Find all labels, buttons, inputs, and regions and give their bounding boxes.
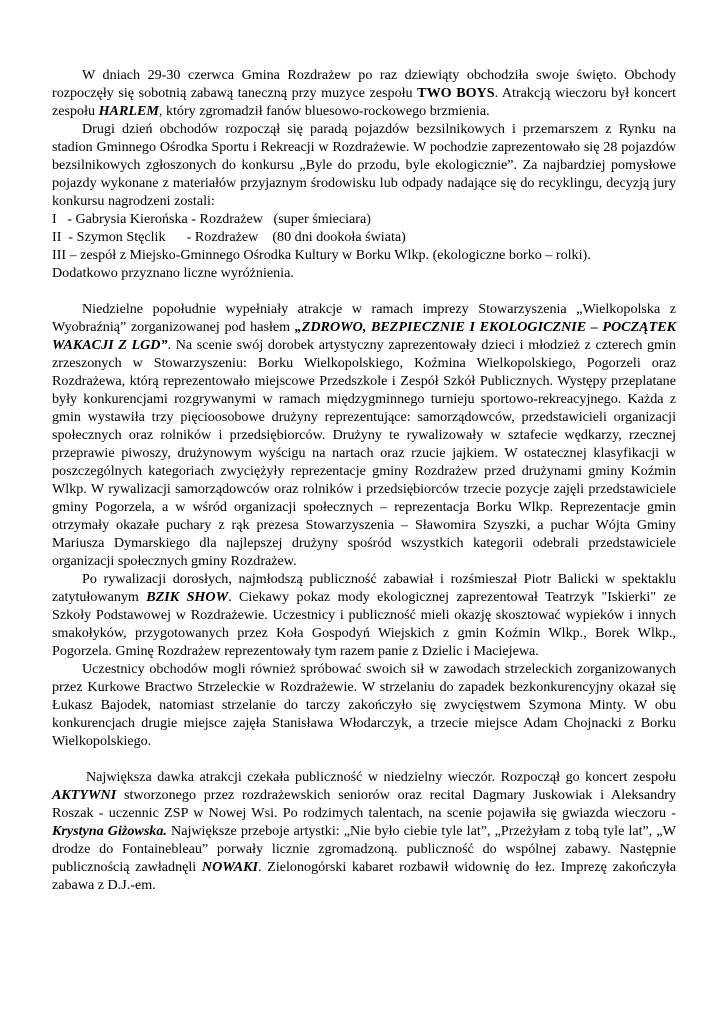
band-name-harlem: HARLEM bbox=[98, 103, 159, 119]
paragraph-shooting: Uczestnicy obchodów mogli również spróbować swoich sił w zawodach strzeleckich zorganizowanych przez Kurkowe Bractwo Strzeleckie w Rozdrażewie. W strzelaniu do zapadek bezkonkurencyjny okazał się Łukasz Bajodek, natomiast strzelanie do tarczy zakończyło się zwycięstwem Szymona Minty. W obu konkurencjach drugie miejsce zajęła Stanisława Włodarczyk, a trzecie miejsce Adam Chojnacki z Borku Wielkopolskiego. bbox=[52, 661, 676, 749]
paragraph-opening bbox=[52, 66, 676, 120]
text: stworzonego przez rozdrażewskich seniorów oraz recital Dagmary Juskowiak i Aleksandry Roszak - uczennic ZSP w Nowej Wsi. Po rodzimych talentach, na scenie pojawiła się gwiazda wieczoru - bbox=[52, 787, 676, 821]
text: Niedzielne popołudnie wypełniały atrakcje w ramach imprezy Stowarzyszenia „Wielkopolska z Wyobraźnią” zorganizowanej pod hasłem bbox=[52, 301, 676, 335]
text: . Atrakcją wieczoru był koncert zespołu bbox=[52, 85, 676, 119]
winner-line-2: II - Szymon Stęclik - Rozdrażew (80 dni dookoła świata) bbox=[52, 229, 406, 245]
paragraph-evening bbox=[52, 768, 676, 894]
paragraph-gap bbox=[52, 750, 676, 768]
show-title: BZIK SHOW bbox=[146, 589, 229, 605]
artist-name: Krystyna Giżowska. bbox=[52, 823, 167, 839]
awards-note: Dodatkowo przyznano liczne wyróżnienia. bbox=[52, 265, 294, 281]
winner-line-3: III – zespół z Miejsko-Gminnego Ośrodka Kultury w Borku Wlkp. (ekologiczne borko – rolki). bbox=[52, 247, 591, 263]
paragraph-children-show bbox=[52, 570, 676, 660]
cabaret-name: NOWAKI bbox=[201, 859, 259, 875]
band-name-two-boys: TWO BOYS bbox=[417, 85, 495, 101]
text: . Ciekawy pokaz mody ekologicznej zaprezentował Teatrzyk "Iskierki" ze Szkoły Podstawowej w Rozdrażewie. Uczestnicy i publiczność mieli okazję skosztować wypieków i innych smakołyków, przygotowanych przez Koła Gospodyń Wiejskich z gmin Koźmin Wlkp., Borek Wlkp., Pogorzela. Gminę Rozdrażew reprezentowały tym razem panie z Dzielic i Maciejewa. bbox=[52, 589, 676, 659]
winner-line-1: I - Gabrysia Kierońska - Rozdrażew (super śmieciara) bbox=[52, 211, 371, 227]
text: , który zgromadził fanów bluesowo-rockowego brzmienia. bbox=[158, 103, 490, 119]
event-slogan: „ZDROWO, BEZPIECZNIE I EKOLOGICZNIE – POCZĄTEK WAKACJI Z LGD” bbox=[52, 319, 676, 353]
paragraph-sunday-afternoon bbox=[52, 300, 676, 570]
paragraph-gap bbox=[52, 282, 676, 300]
text: W dniach 29-30 czerwca Gmina Rozdrażew po raz dziewiąty obchodziła swoje święto. Obchody rozpoczęły się sobotnią zabawą taneczną przy muzyce zespołu bbox=[52, 67, 676, 101]
text: . Zielonogórski kabaret rozbawił widownię do łez. Imprezę zakończyła zabawa z D.J.-em. bbox=[52, 859, 676, 893]
text: Największa dawka atrakcji czekała publiczność w niedzielny wieczór. Rozpoczął go koncert zespołu bbox=[86, 769, 676, 785]
band-name-aktywni: AKTYWNI bbox=[52, 787, 117, 803]
text: . Na scenie swój dorobek artystyczny zaprezentowały dzieci i młodzież z czterech gmin zrzeszonych w Stowarzyszeniu: Borku Wielkopolskiego, Koźmina Wielkopolskiego, Pogorzeli oraz Rozdrażewa, którą reprezentowało miejscowe Przedszkole i Zespół Szkół Publicznych. Występy przeplatane były konkurencjami rozgrywanymi w ramach międzygminnego turnieju sportowo-rekreacyjnego. Każda z gmin wystawiła trzy pięcioosobowe drużyny reprezentujące: samorządowców, przedstawicieli organizacji społecznych oraz rolników i przedsiębiorców. Drużyny te rywalizowały w sztafecie wędkarzy, rzecznej przeprawie piwoszy, drużynowym wyścigu na nartach oraz rzucie jajkiem. W ostatecznej klasyfikacji w poszczególnych kategoriach zwyciężyły reprezentacje gminy Rozdrażew przed drużynami gminy Koźmin Wlkp. W rywalizacji samorządowców oraz rolników i przedsiębiorców trzecie pozycje zajęli przedstawiciele gminy Pogorzela, a w wśród organizacji społecznych – reprezentacja Borku Wlkp. Reprezentacje gmin otrzymały okazałe puchary z rąk prezesa Stowarzyszenia – Sławomira Szyszki, a puchar Wójta Gminy Mariusza Dymarskiego dla najlepszej drużyny spośród wszystkich kategorii odebrali przedstawiciele organizacji społecznych gminy Rozdrażew. bbox=[52, 337, 676, 569]
paragraph-parade: Drugi dzień obchodów rozpoczął się paradą pojazdów bezsilnikowych i przemarszem z Rynku na stadion Gminnego Ośrodka Sportu i Rekreacji w Rozdrażewie. W pochodzie zaprezentowało się 28 pojazdów bezsilnikowych zgłoszonych do konkursu „Byle do przodu, byle ekologicznie”. Za najbardziej pomysłowe pojazdy wykonane z materiałów przyjaznym środowisku lub odpady nadające się do recyklingu, decyzją jury konkursu nagrodzeni zostali: bbox=[52, 121, 676, 209]
document-page bbox=[52, 66, 676, 894]
text: Po rywalizacji dorosłych, najmłodszą publiczność zabawiał i rozśmieszał Piotr Balicki w spektaklu zatytułowanym bbox=[52, 571, 676, 605]
text: Największe przeboje artystki: „Nie było ciebie tyle lat”, „Przeżyłam z tobą tyle lat”, „W drodze do Fontainebleau” porwały licznie zgromadzoną. publiczność do wspólnej zabawy. Następnie publicznością zawładnęli bbox=[52, 823, 676, 875]
